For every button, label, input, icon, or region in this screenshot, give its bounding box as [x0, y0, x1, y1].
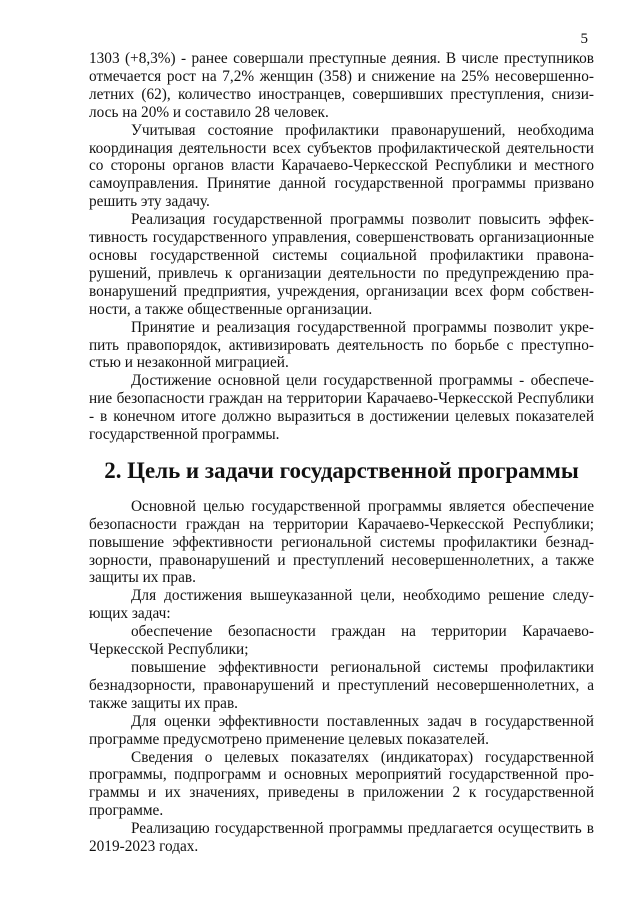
paragraph: Сведения о целевых показателях (индикаторах) государственной программы, подпрограмм и основных мероприятий государственной программы и их значениях, приведены в приложении 2 к государственной программе. [89, 748, 594, 820]
section-heading: 2. Цель и задачи государственной программы [104, 457, 579, 483]
list-item: повышение эффективности региональной системы профилактики безнадзорности, правонарушений и преступлений несовершеннолетних, а также защиты их прав. [89, 659, 594, 712]
list-item: обеспечение безопасности граждан на территории Карачаево-Черкесской Республики; [89, 623, 594, 659]
paragraph: Достижение основной цели государственной программы - обеспечение безопасности граждан на территории Карачаево-Черкесской Республики - в конечном итоге должно выразиться в достижении целевых показателей государственной программы. [89, 372, 594, 444]
paragraph: Основной целью государственной программы является обеспечение безопасности граждан на территории Карачаево-Черкесской Республики; повышение эффективности региональной системы профилактики безнадзорности, правонарушений и преступлений несовершеннолетних, а также защиты их прав. [89, 497, 594, 587]
page-number: 5 [580, 31, 588, 47]
paragraph: 1303 (+8,3%) - ранее совершали преступные деяния. В числе преступников отмечается рост на 7,2% женщин (358) и снижение на 25% несовершеннолетних (62), количество иностранцев, совершивших преступления, снизилось на 20% и составило 28 человек. [89, 50, 594, 121]
paragraph: Реализацию государственной программы предлагается осуществить в 2019-2023 годах. [89, 820, 594, 856]
section-1-body [89, 50, 594, 444]
paragraph: Для оценки эффективности поставленных задач в государственной программе предусмотрено применение целевых показателей. [89, 712, 594, 748]
paragraph: Учитывая состояние профилактики правонарушений, необходима координация деятельности всех субъектов профилактической деятельности со стороны органов власти Карачаево-Черкесской Республики и местного самоуправления. Принятие данной государственной программы призвано решить эту задачу. [89, 121, 594, 211]
paragraph: Принятие и реализация государственной программы позволит укрепить правопорядок, активизировать деятельность по борьбе с преступностью и незаконной миграцией. [89, 318, 594, 372]
paragraph: Реализация государственной программы позволит повысить эффективность государственного управления, совершенствовать организационные основы государственной системы социальной профилактики правонарушений, привлечь к организации деятельности по предупреждению правонарушений предприятия, учреждения, организации всех форм собственности, а также общественные организации. [89, 211, 594, 318]
section-2-body [89, 498, 594, 856]
paragraph: Для достижения вышеуказанной цели, необходимо решение следующих задач: [89, 587, 594, 623]
